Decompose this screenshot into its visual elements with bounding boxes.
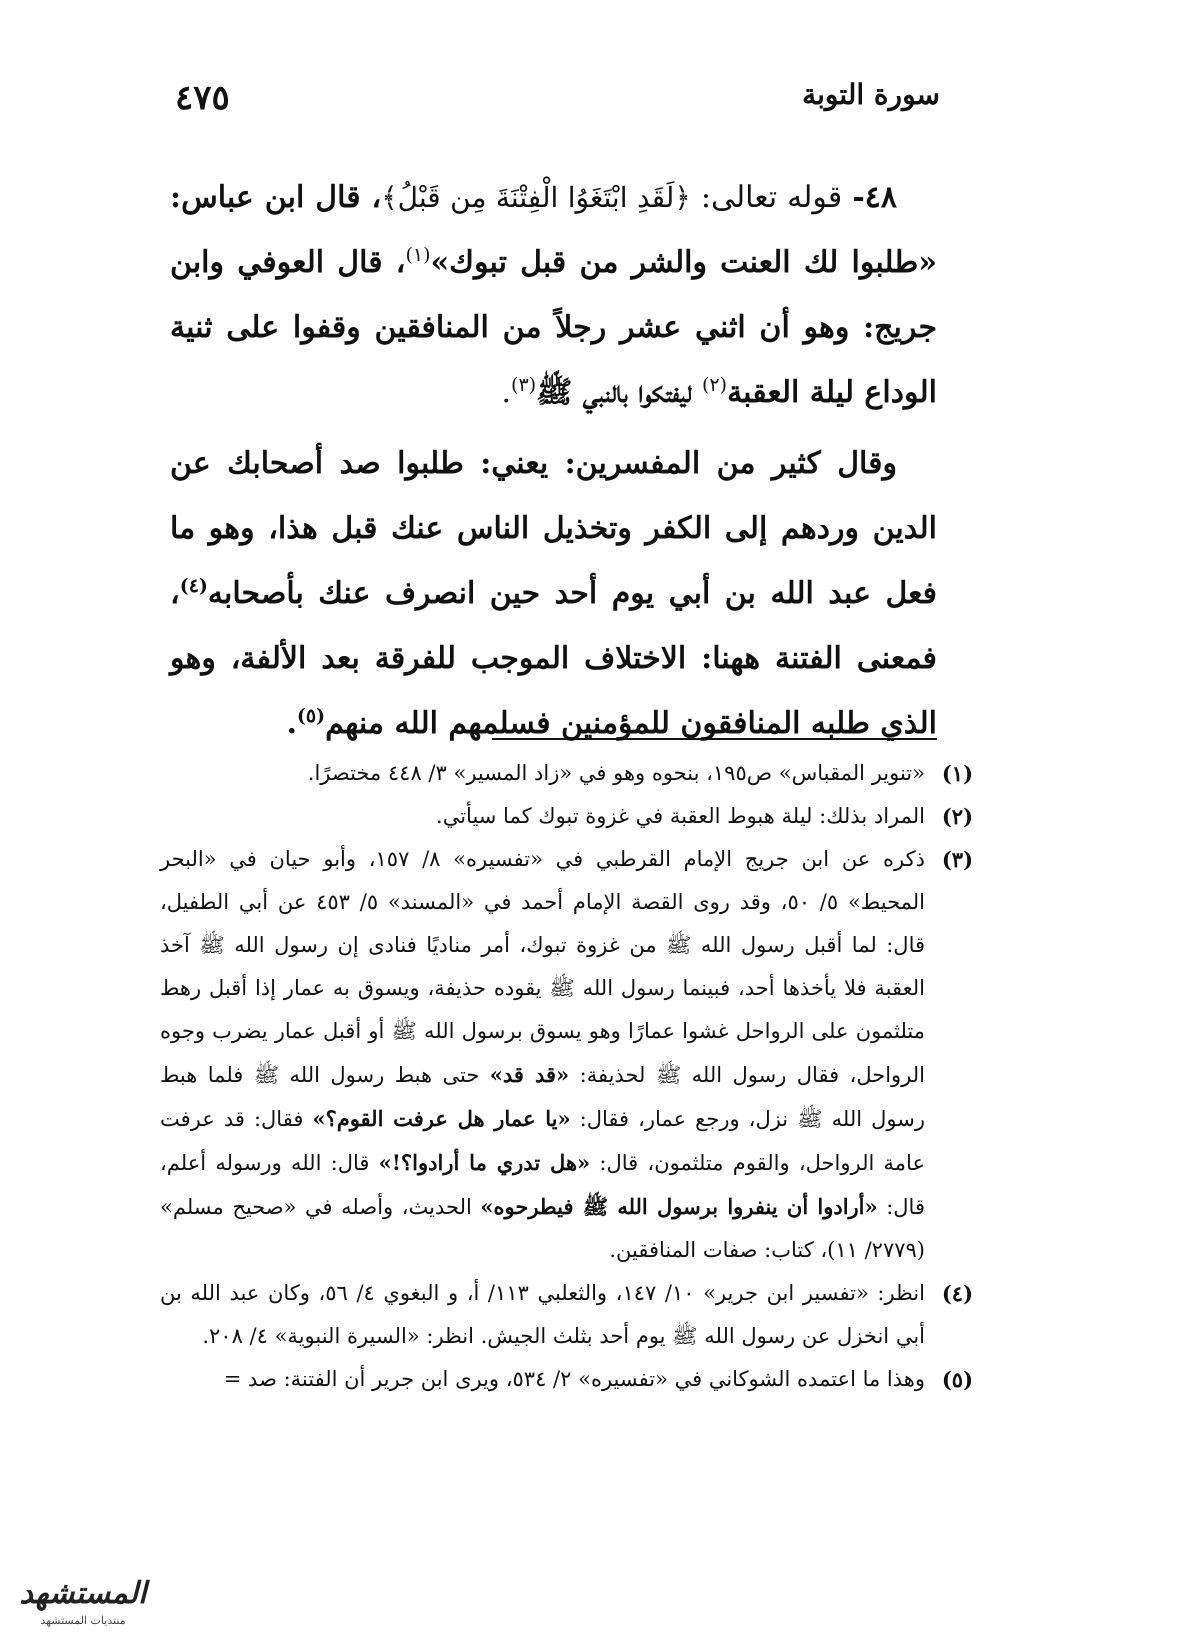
footnote-text: «تنوير المقباس» ص١٩٥، بنحوه وهو في «زاد المسير» ٣/ ٤٤٨ مختصرًا. bbox=[307, 761, 925, 785]
footnote-3 bbox=[160, 838, 973, 1272]
verse-number: ٤٨- bbox=[852, 180, 897, 215]
footnote-2 bbox=[160, 795, 973, 838]
page-number: ٤٧٥ bbox=[175, 78, 230, 118]
footnote-text: ذكره عن ابن جريج الإمام القرطبي في «تفسيره» ٨/ ١٥٧، وأبو حيان في «البحر المحيط» ٥/ ٥٠، وقد روى القصة الإمام أحمد في «المسند» ٥/ ٤٥٣ عن أبي الطفيل، قال: لما أقبل رسول الله ﷺ من غزوة تبوك، أمر مناديًا فنادى إن رسول الله ﷺ آخذ العقبة فلا يأخذها أحد، فبينما رسول الله ﷺ يقوده حذيفة، ويسوق به عمار إذا أقبل رهط متلثمون على الرواحل غشوا عمارًا وهو يسوق برسول الله ﷺ أو أقبل عمار يضرب وجوه الرواحل، فقال رسول الله ﷺ لحذيفة: bbox=[160, 847, 925, 1087]
footnote-number: (١) bbox=[941, 761, 973, 786]
quran-verse: ﴿لَقَدِ ابْتَغَوُا الْفِتْنَةَ مِن قَبْلُ﴾ bbox=[381, 181, 691, 214]
footnote-number: (٢) bbox=[941, 804, 973, 829]
footnote-1 bbox=[160, 752, 973, 795]
footnote-5 bbox=[160, 1358, 973, 1401]
text: وقال كثير من المفسرين: يعني: طلبوا صد أصحابك عن الدين وردهم إلى الكفر وتخذيل الناس عنك قبل هذا، وهو ما فعل عبد الله بن أبي يوم أحد حين انصرف عنك بأصحابه bbox=[170, 446, 937, 611]
logo-name: المستشهد bbox=[19, 1576, 147, 1611]
footnote-ref[interactable]: (٤) bbox=[179, 575, 208, 597]
footnote-text: حتى هبط رسول الله ﷺ فلما هبط رسول الله ﷺ نزل، ورجع عمار، فقال: bbox=[160, 1063, 925, 1131]
paragraph-commentary bbox=[170, 431, 937, 756]
footnote-ref[interactable]: (٣) bbox=[511, 374, 537, 396]
text: ، قال العوفي وابن جريج: وهو أن اثني عشر رجلاً من المنافقين وقفوا على ثنية الوداع ليلة العقبة bbox=[170, 245, 937, 410]
footnote-text: فقال: قد عرفت عامة الرواحل، والقوم متلثمون، قال: bbox=[160, 1107, 925, 1175]
footnote-text: المراد بذلك: ليلة هبوط العقبة في غزوة تبوك كما سيأتي. bbox=[436, 804, 925, 828]
footnote-text: قال: الله ورسوله أعلم، قال: bbox=[160, 1151, 925, 1219]
footnote-divider bbox=[492, 738, 937, 740]
footnote-text: الحديث، وأصله في «صحيح مسلم» (٢٧٧٩/ ١١)، كتاب: صفات المنافقين. bbox=[160, 1195, 925, 1262]
paragraph-verse-48 bbox=[170, 165, 937, 425]
text: ، قال ابن عباس: «طلبوا لك العنت والشر من قبل تبوك» bbox=[170, 180, 937, 280]
footnotes bbox=[160, 752, 973, 1401]
main-text bbox=[170, 165, 937, 756]
hadith-quote: «قد قد» bbox=[489, 1062, 570, 1087]
page-header bbox=[175, 78, 940, 128]
text: . bbox=[286, 706, 297, 741]
text: . bbox=[501, 375, 512, 410]
footnote-4 bbox=[160, 1272, 973, 1358]
footnote-text: انظر: «تفسير ابن جرير» ١٠/ ١٤٧، والثعلبي ١١٣/ أ، و البغوي ٤/ ٥٦، وكان عبد الله بن أبي انخزل عن رسول الله ﷺ يوم أحد بثلث الجيش. انظر: «السيرة النبوية» ٤/ ٢٠٨. bbox=[160, 1281, 925, 1348]
footnote-text: وهذا ما اعتمده الشوكاني في «تفسيره» ٢/ ٥٣٤، ويرى ابن جرير أن الفتنة: صد = bbox=[223, 1367, 925, 1391]
footnote-ref[interactable]: (٥) bbox=[296, 705, 326, 727]
footnote-ref[interactable]: (١) bbox=[405, 244, 431, 266]
footnote-number: (٥) bbox=[941, 1367, 973, 1392]
watermark-logo bbox=[8, 1574, 158, 1636]
footnote-ref[interactable]: (٢) bbox=[702, 374, 728, 396]
text: قوله تعالى: bbox=[700, 180, 843, 215]
logo-subtitle: منتديات المستشهد bbox=[40, 1614, 126, 1627]
sura-title: سورة التوبة bbox=[802, 78, 940, 111]
hadith-quote: «يا عمار هل عرفت القوم؟» bbox=[312, 1106, 571, 1131]
text: ، فمعنى الفتنة ههنا: الاختلاف الموجب للفرقة بعد الألفة، وهو الذي طلبه المنافقون للمؤمنين فسلمهم الله منهم bbox=[170, 576, 937, 741]
footnote-number: (٤) bbox=[941, 1281, 973, 1306]
footnote-number: (٣) bbox=[941, 847, 973, 872]
hadith-quote: «هل تدري ما أرادوا؟!» bbox=[378, 1150, 591, 1175]
hadith-quote: «أرادوا أن ينفروا برسول الله ﷺ فيطرحوه» bbox=[480, 1194, 878, 1219]
text: ليفتكوا بالنبي ﷺ bbox=[536, 375, 702, 410]
